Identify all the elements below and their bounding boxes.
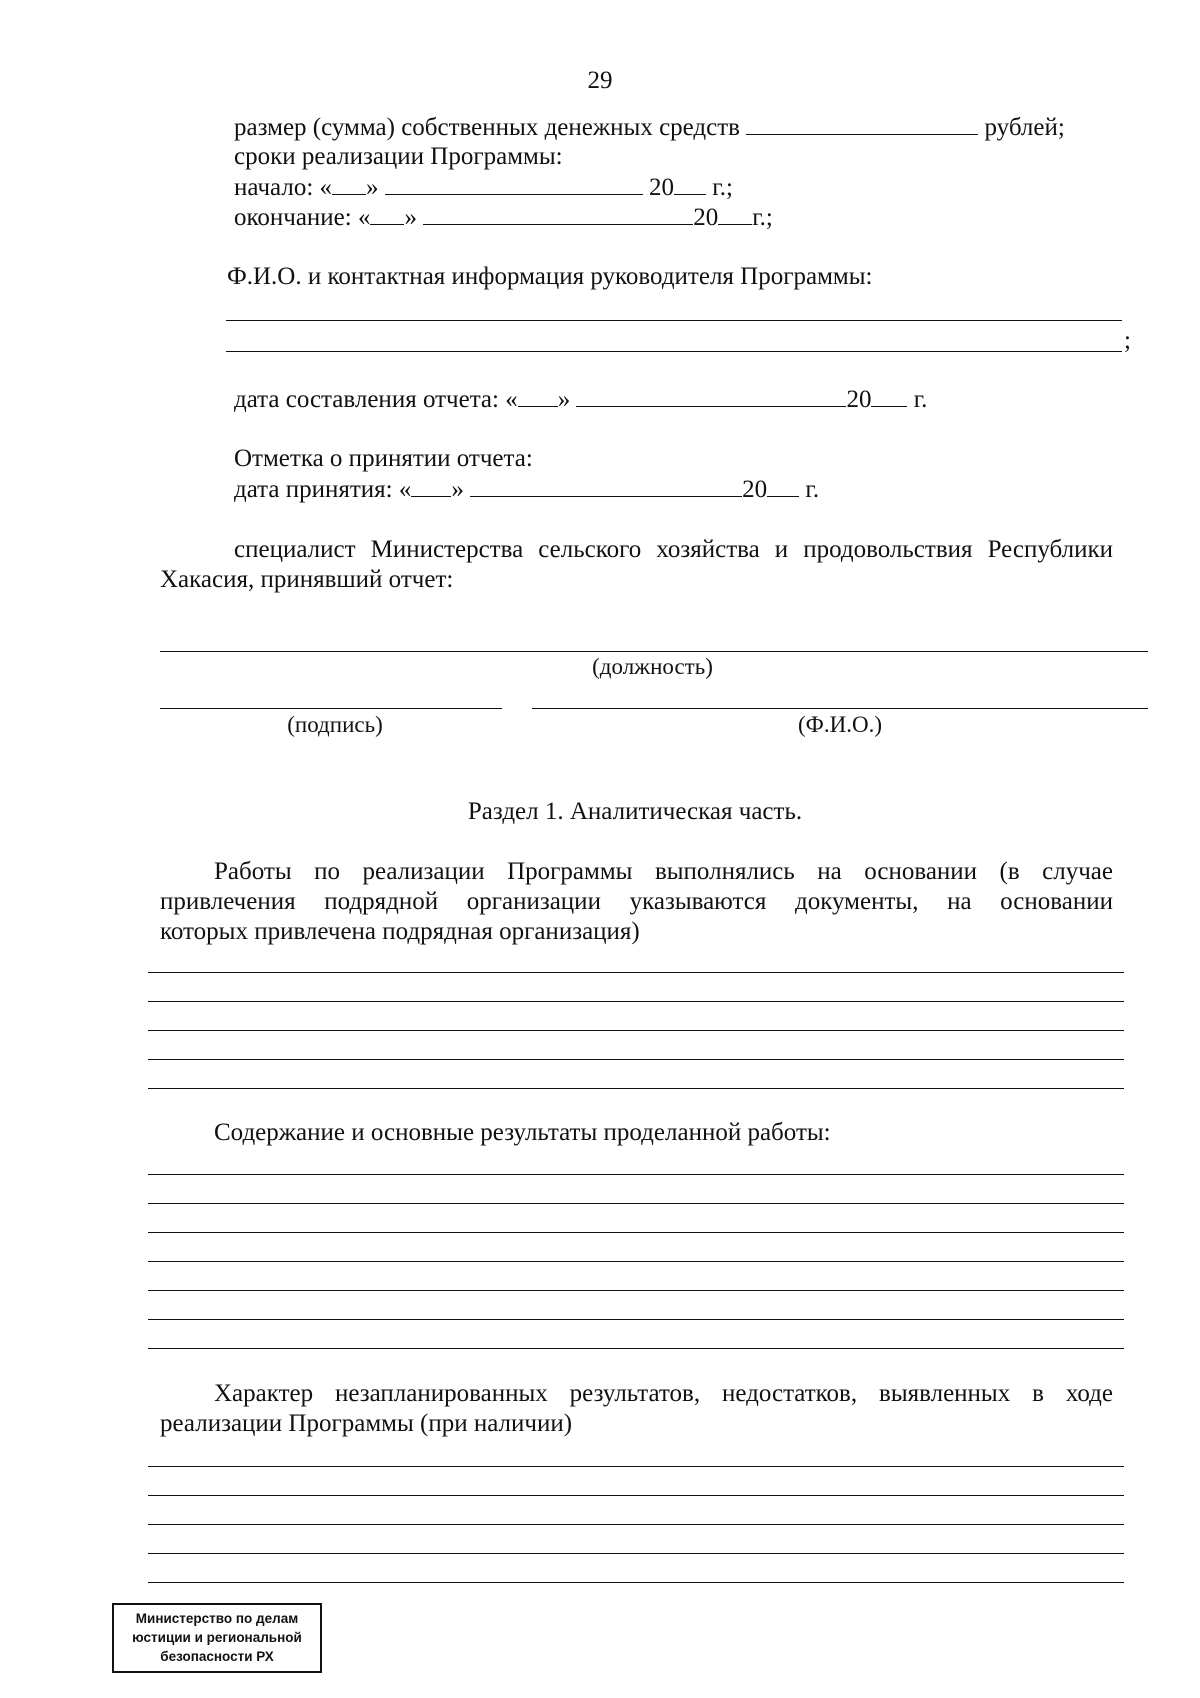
stamp-line-3: безопасности РХ: [160, 1649, 274, 1664]
own-funds-label: размер (сумма) собственных денежных средств: [234, 114, 740, 141]
answer-3-line-3[interactable]: [148, 1524, 1124, 1525]
acceptance-date-row: [234, 474, 819, 505]
own-funds-unit: рублей;: [984, 114, 1065, 141]
name-caption: (Ф.И.О.): [798, 712, 882, 737]
answer-1-line-5[interactable]: [148, 1088, 1124, 1089]
report-year-blank[interactable]: [871, 384, 907, 407]
paragraph-1-line-1: Работы по реализации Программы выполнялись на основании (в случае: [214, 858, 1113, 885]
answer-3-line-2[interactable]: [148, 1495, 1124, 1496]
specialist-line-2: Хакасия, принявший отчет:: [160, 566, 454, 593]
acceptance-year-prefix: 20: [742, 476, 768, 503]
report-day-blank[interactable]: [518, 384, 558, 407]
start-date-row: [234, 172, 733, 203]
stamp-line-2: юстиции и региональной: [132, 1630, 302, 1645]
manager-line-1[interactable]: [226, 320, 1122, 321]
own-funds-blank[interactable]: [746, 112, 978, 135]
acceptance-year-blank[interactable]: [767, 474, 799, 497]
end-year-blank[interactable]: [718, 202, 752, 225]
report-date-label: дата составления отчета: «: [234, 386, 518, 413]
report-quote-close: »: [557, 386, 571, 413]
answer-3-line-4[interactable]: [148, 1553, 1124, 1554]
acceptance-title: Отметка о принятии отчета:: [234, 445, 533, 472]
acceptance-quote-close: »: [451, 476, 464, 503]
end-label: окончание: «: [234, 204, 371, 231]
answer-2-line-1[interactable]: [148, 1174, 1124, 1175]
answer-1-line-1[interactable]: [148, 972, 1124, 973]
manager-semicolon: ;: [1124, 327, 1131, 354]
start-day-blank[interactable]: [332, 172, 366, 195]
start-year-blank[interactable]: [674, 172, 706, 195]
start-year-prefix: 20: [649, 174, 675, 201]
own-funds-row: [234, 112, 1065, 143]
report-date-row: [234, 384, 927, 415]
answer-3-line-1[interactable]: [148, 1466, 1124, 1467]
answer-2-line-7[interactable]: [148, 1348, 1124, 1349]
section-title: Раздел 1. Аналитическая часть.: [467, 798, 803, 825]
position-caption: (должность): [592, 654, 713, 679]
end-month-blank[interactable]: [423, 202, 693, 225]
report-year-prefix: 20: [846, 386, 872, 413]
answer-2-line-3[interactable]: [148, 1232, 1124, 1233]
ministry-stamp: [112, 1603, 322, 1673]
start-month-blank[interactable]: [385, 172, 643, 195]
answer-2-line-6[interactable]: [148, 1319, 1124, 1320]
manager-line-2[interactable]: [226, 351, 1122, 352]
signature-line[interactable]: [160, 708, 502, 709]
stamp-line-1: Министерство по делам: [135, 1611, 299, 1626]
acceptance-month-blank[interactable]: [470, 474, 742, 497]
specialist-line-1: специалист Министерства сельского хозяйства и продовольствия Республики: [234, 536, 1113, 563]
end-quote-close: »: [404, 204, 417, 231]
start-quote-close: »: [366, 174, 379, 201]
report-year-suffix: г.: [913, 386, 928, 413]
paragraph-2: Содержание и основные результаты проделанной работы:: [214, 1119, 831, 1146]
answer-2-line-4[interactable]: [148, 1261, 1124, 1262]
signature-caption: (подпись): [287, 712, 383, 737]
answer-1-line-3[interactable]: [148, 1030, 1124, 1031]
page-number: 29: [587, 67, 613, 94]
end-year-suffix: г.;: [752, 204, 773, 231]
paragraph-3-line-2: реализации Программы (при наличии): [160, 1410, 573, 1437]
report-month-blank[interactable]: [576, 384, 846, 407]
manager-label: Ф.И.О. и контактная информация руководителя Программы:: [227, 263, 873, 290]
answer-1-line-4[interactable]: [148, 1059, 1124, 1060]
end-year-prefix: 20: [693, 204, 719, 231]
paragraph-1-line-3: которых привлечена подрядная организация): [160, 918, 640, 945]
answer-1-line-2[interactable]: [148, 1001, 1124, 1002]
paragraph-1-line-2: привлечения подрядной организации указываются документы, на основании: [160, 888, 1113, 915]
answer-3-line-5[interactable]: [148, 1582, 1124, 1583]
terms-label: сроки реализации Программы:: [234, 143, 563, 170]
end-day-blank[interactable]: [370, 202, 404, 225]
start-year-suffix: г.;: [712, 174, 733, 201]
name-line[interactable]: [532, 708, 1148, 709]
answer-2-line-5[interactable]: [148, 1290, 1124, 1291]
start-label: начало: «: [234, 174, 333, 201]
answer-2-line-2[interactable]: [148, 1203, 1124, 1204]
acceptance-date-label: дата принятия: «: [234, 476, 412, 503]
paragraph-3-line-1: Характер незапланированных результатов, недостатков, выявленных в ходе: [214, 1380, 1113, 1407]
end-date-row: [234, 202, 773, 233]
acceptance-year-suffix: г.: [805, 476, 820, 503]
acceptance-day-blank[interactable]: [411, 474, 451, 497]
